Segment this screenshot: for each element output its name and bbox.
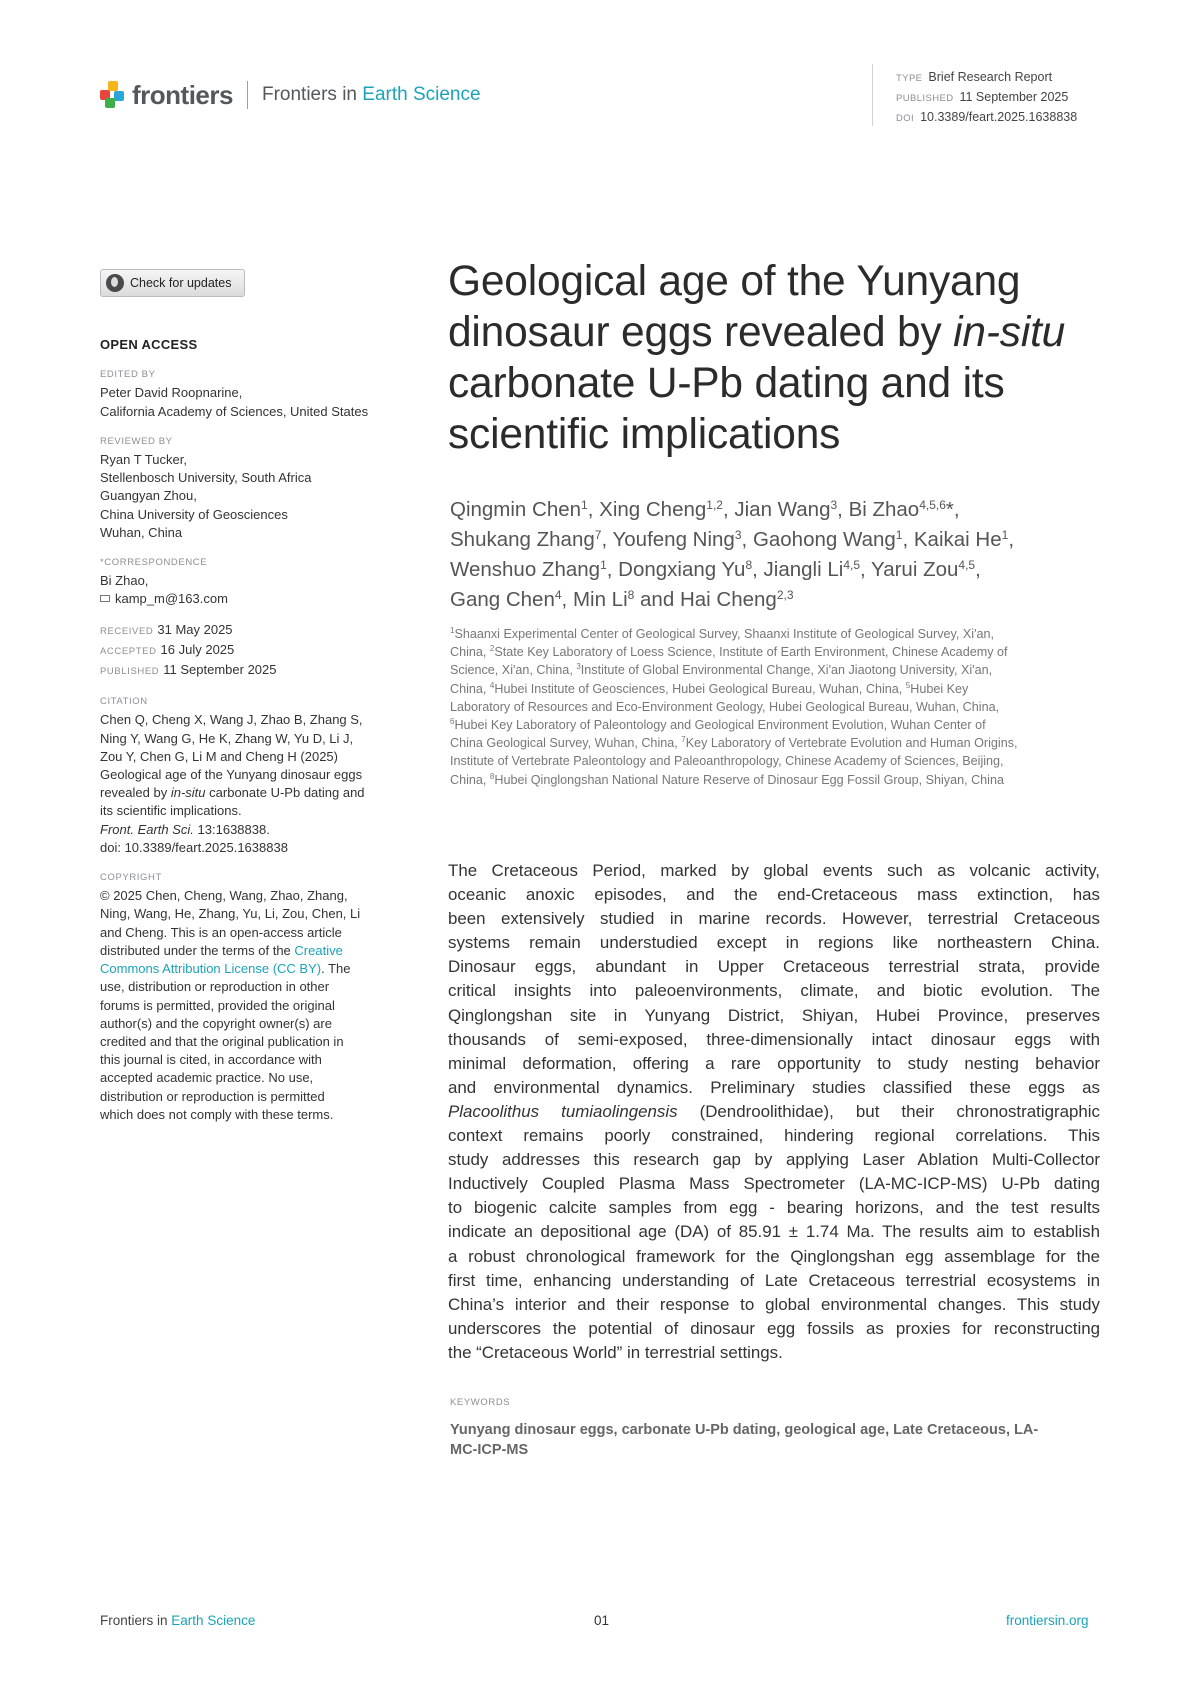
abstract-line: The Cretaceous Period, marked by global events such as volcanic activity, <box>448 861 1100 880</box>
citation-label: CITATION <box>100 696 148 708</box>
cc-license-link[interactable]: Creative <box>294 942 343 958</box>
abstract-line: to biogenic calcite samples from egg - bearing horizons, and the test results <box>448 1198 1100 1218</box>
correspondence-email[interactable]: kamp_m@163.com <box>115 591 228 607</box>
copyright-line: distributed under the terms of the Creative <box>100 942 343 958</box>
author-list <box>450 495 1150 615</box>
meta-divider <box>872 64 873 126</box>
citation-doi: doi: 10.3389/feart.2025.1638838 <box>100 839 288 855</box>
affiliation-line: $^6$Hubei Key Laboratory of Paleontology and Geological Environment Evolution, Wuhan Center of <box>450 717 986 733</box>
author[interactable]: Bi Zhao$^{4,5,6}$*, <box>848 498 960 521</box>
date-received: RECEIVED 31 May 2025 <box>100 621 233 637</box>
check-updates-label: Check for updates <box>130 276 232 290</box>
abstract-line: indicate an depositional age (DA) of 85.91 ± 1.74 Ma. The results aim to establish <box>448 1222 1100 1242</box>
abstract-line: the “Cretaceous World” in terrestrial settings. <box>448 1342 783 1362</box>
footer-site-link[interactable]: frontiersin.org <box>1006 1613 1089 1628</box>
abstract-line: Qinglongshan site in Yunyang District, Shiyan, Hubei Province, preserves <box>448 1005 1100 1025</box>
article-title: Geological age of the Yunyang dinosaur eggs revealed by in-situ carbonate U-Pb dating and its scientific implications <box>448 258 1066 458</box>
date-accepted: ACCEPTED 16 July 2025 <box>100 641 235 657</box>
edited-by-label: EDITED BY <box>100 369 156 381</box>
copyright-line: accepted academic practice. No use, <box>100 1070 314 1086</box>
meta-type: TYPE Brief Research Report <box>896 70 1053 84</box>
copyright-line: Ning, Wang, He, Zhang, Yu, Li, Zou, Chen, Li <box>100 906 361 922</box>
reviewer-line: Ryan T Tucker, <box>100 452 187 468</box>
article-sidebar <box>100 336 405 1124</box>
keywords <box>450 1420 1110 1460</box>
affiliation-line: Laboratory of Resources and Eco-Environment Geology, Hubei Geological Bureau, Wuhan, China, <box>450 699 1000 714</box>
check-updates-icon <box>106 274 124 292</box>
abstract-line: first time, enhancing understanding of Late Cretaceous terrestrial ecosystems in <box>448 1270 1100 1290</box>
abstract-line: been extensively studied in marine records. However, terrestrial Cretaceous <box>448 909 1100 929</box>
citation-line: revealed by in-situ carbonate U-Pb dating and <box>100 785 365 801</box>
affiliation-line: China, $^2$State Key Laboratory of Loess Science, Institute of Earth Environment, Chinese Academy of <box>450 644 1008 660</box>
journal-name <box>262 84 481 106</box>
keywords-line: Yunyang dinosaur eggs, carbonate U-Pb dating, geological age, Late Cretaceous, LA- <box>450 1422 1039 1438</box>
citation-line: Ning Y, Wang G, He K, Zhang W, Yu D, Li J, <box>100 730 354 746</box>
reviewer-line: Wuhan, China <box>100 524 183 540</box>
author[interactable]: Yarui Zou$^{4,5}$, <box>871 558 981 581</box>
abstract-line: critical insights into paleoenvironments, climate, and biotic evolution. The <box>448 981 1100 1001</box>
abstract <box>448 859 1100 1365</box>
abstract-line: thousands of semi-exposed, three-dimensionally intact dinosaur eggs with <box>448 1029 1100 1049</box>
abstract-line: a robust chronological framework for the Qinglongshan egg assemblage for the <box>448 1246 1100 1266</box>
affiliation-line: Institute of Vertebrate Paleontology and Paleoanthropology, Chinese Academy of Sciences, Beijing, <box>450 754 1004 769</box>
reviewer-line: Guangyan Zhou, <box>100 488 197 504</box>
keywords-line: MC-ICP-MS <box>450 1442 529 1458</box>
abstract-line: Placoolithus tumiaolingensis (Dendroolithidae), but their chronostratigraphic <box>448 1101 1100 1121</box>
journal-accent: Earth Science <box>362 84 481 105</box>
page-number: 01 <box>594 1613 610 1628</box>
correspondence-label: *CORRESPONDENCE <box>100 557 208 569</box>
reviewer-line: China University of Geosciences <box>100 506 288 522</box>
copyright-line: Commons Attribution License (CC BY). The <box>100 961 351 977</box>
citation-line: Zou Y, Chen G, Li M and Cheng H (2025) <box>100 748 338 764</box>
citation-line: its scientific implications. <box>100 803 242 819</box>
affiliation-line: $^1$Shaanxi Experimental Center of Geological Survey, Shaanxi Institute of Geological Survey, Xi'an, <box>450 626 995 641</box>
article-meta <box>896 68 1077 128</box>
author[interactable]: Xing Cheng$^{1,2}$, <box>599 498 735 521</box>
abstract-line: Dinosaur eggs, abundant in Upper Cretaceous terrestrial strata, provide <box>448 957 1100 977</box>
abstract-line: systems remain understudied except in regions like northeastern China. <box>448 933 1100 953</box>
abstract-line: underscores the potential of dinosaur egg fossils as proxies for reconstructing <box>448 1318 1100 1338</box>
copyright-line: distribution or reproduction is permitted <box>100 1088 325 1104</box>
copyright-line: author(s) and the copyright owner(s) are <box>100 1015 332 1031</box>
abstract-line: minimal deformation, offering a rare opportunity to study nesting behavior <box>448 1053 1100 1073</box>
author[interactable]: Jian Wang$^3$, <box>734 498 849 521</box>
affiliation-line: China, $^4$Hubei Institute of Geosciences, Hubei Geological Bureau, Wuhan, China, $^5$Hubei Key <box>450 680 969 696</box>
reviewed-by-label: REVIEWED BY <box>100 435 173 447</box>
date-published: PUBLISHED 11 September 2025 <box>100 662 277 678</box>
copyright-line: credited and that the original publication in <box>100 1033 344 1049</box>
citation-line: Geological age of the Yunyang dinosaur eggs <box>100 767 363 783</box>
mail-icon <box>100 595 110 602</box>
article-dates <box>100 621 405 682</box>
author[interactable]: Wenshuo Zhang$^1$, <box>450 558 619 581</box>
abstract-line: context remains poorly constrained, hindering regional correlations. This <box>448 1126 1100 1146</box>
affiliations <box>450 625 1100 789</box>
editor-name: Peter David Roopnarine, <box>100 385 243 401</box>
author[interactable]: Youfeng Ning$^3$, <box>612 528 753 551</box>
frontiers-logo-icon <box>100 81 126 109</box>
copyright-line: forums is permitted, provided the original <box>100 997 335 1013</box>
keywords-label: KEYWORDS <box>450 1397 511 1408</box>
journal-prefix: Frontiers in <box>261 84 357 105</box>
author[interactable]: Dongxiang Yu$^8$, <box>618 558 764 581</box>
abstract-line: Inductively Coupled Plasma Mass Spectrometer (LA-MC-ICP-MS) U-Pb dating <box>448 1174 1100 1194</box>
cc-license-link[interactable]: Commons Attribution License (CC BY) <box>100 961 322 977</box>
author[interactable]: Gang Chen$^4$, <box>450 588 573 611</box>
author[interactable]: Min Li$^8$ and <box>572 588 680 611</box>
reviewer-line: Stellenbosch University, South Africa <box>100 470 312 486</box>
copyright-line: © 2025 Chen, Cheng, Wang, Zhao, Zhang, <box>100 888 348 904</box>
author[interactable]: Hai Cheng$^{2,3}$ <box>679 588 794 611</box>
author[interactable]: Shukang Zhang$^7$, <box>450 528 613 551</box>
author[interactable]: Kaikai He$^1$, <box>913 528 1015 551</box>
affiliation-line: China, $^8$Hubei Qinglongshan National Nature Reserve of Dinosaur Egg Fossil Group, Shiyan, China <box>450 771 1004 787</box>
abstract-line: China’s interior and their response to global environmental changes. This study <box>448 1294 1100 1314</box>
footer-journal[interactable]: Frontiers in Earth Science <box>100 1613 256 1628</box>
abstract-line: study addresses this research gap by applying Laser Ablation Multi-Collector <box>448 1150 1100 1170</box>
citation-line: Chen Q, Cheng X, Wang J, Zhao B, Zhang S, <box>100 712 363 728</box>
meta-published: PUBLISHED 11 September 2025 <box>896 90 1069 104</box>
copyright-line: and Cheng. This is an open-access article <box>100 924 342 940</box>
author[interactable]: Gaohong Wang$^1$, <box>752 528 914 551</box>
copyright-line: which does not comply with these terms. <box>100 1106 334 1122</box>
logo-divider <box>247 81 248 109</box>
open-access-label: OPEN ACCESS <box>100 337 198 352</box>
copyright-line: this journal is cited, in accordance with <box>100 1052 322 1068</box>
affiliation-line: China Geological Survey, Wuhan, China, $^7$Key Laboratory of Vertebrate Evolution and Human Origins, <box>450 735 1018 751</box>
meta-doi[interactable]: DOI 10.3389/feart.2025.1638838 <box>896 110 1078 124</box>
author[interactable]: Qingmin Chen$^1$, <box>450 498 600 521</box>
author[interactable]: Jiangli Li$^{4,5}$, <box>763 558 872 581</box>
editor-affiliation: California Academy of Sciences, United States <box>100 403 369 419</box>
affiliation-line: Science, Xi'an, China, $^3$Institute of Global Environmental Change, Xi'an Jiaotong University, Xi'an, <box>450 662 993 678</box>
abstract-line: and environmental dynamics. Preliminary studies classified these eggs as <box>448 1077 1100 1097</box>
copyright-line: use, distribution or reproduction in other <box>100 979 330 995</box>
logo-wordmark: frontiers <box>132 79 233 110</box>
citation-line: Front. Earth Sci. 13:1638838. <box>100 821 270 837</box>
correspondence-name: Bi Zhao, <box>100 573 149 589</box>
copyright-label: COPYRIGHT <box>100 872 162 884</box>
check-for-updates-button[interactable] <box>100 269 245 297</box>
abstract-line: oceanic anoxic episodes, and the end-Cretaceous mass extinction, has <box>448 885 1100 905</box>
frontiers-logo[interactable] <box>100 78 481 112</box>
correspondence-email-row[interactable] <box>100 590 405 608</box>
